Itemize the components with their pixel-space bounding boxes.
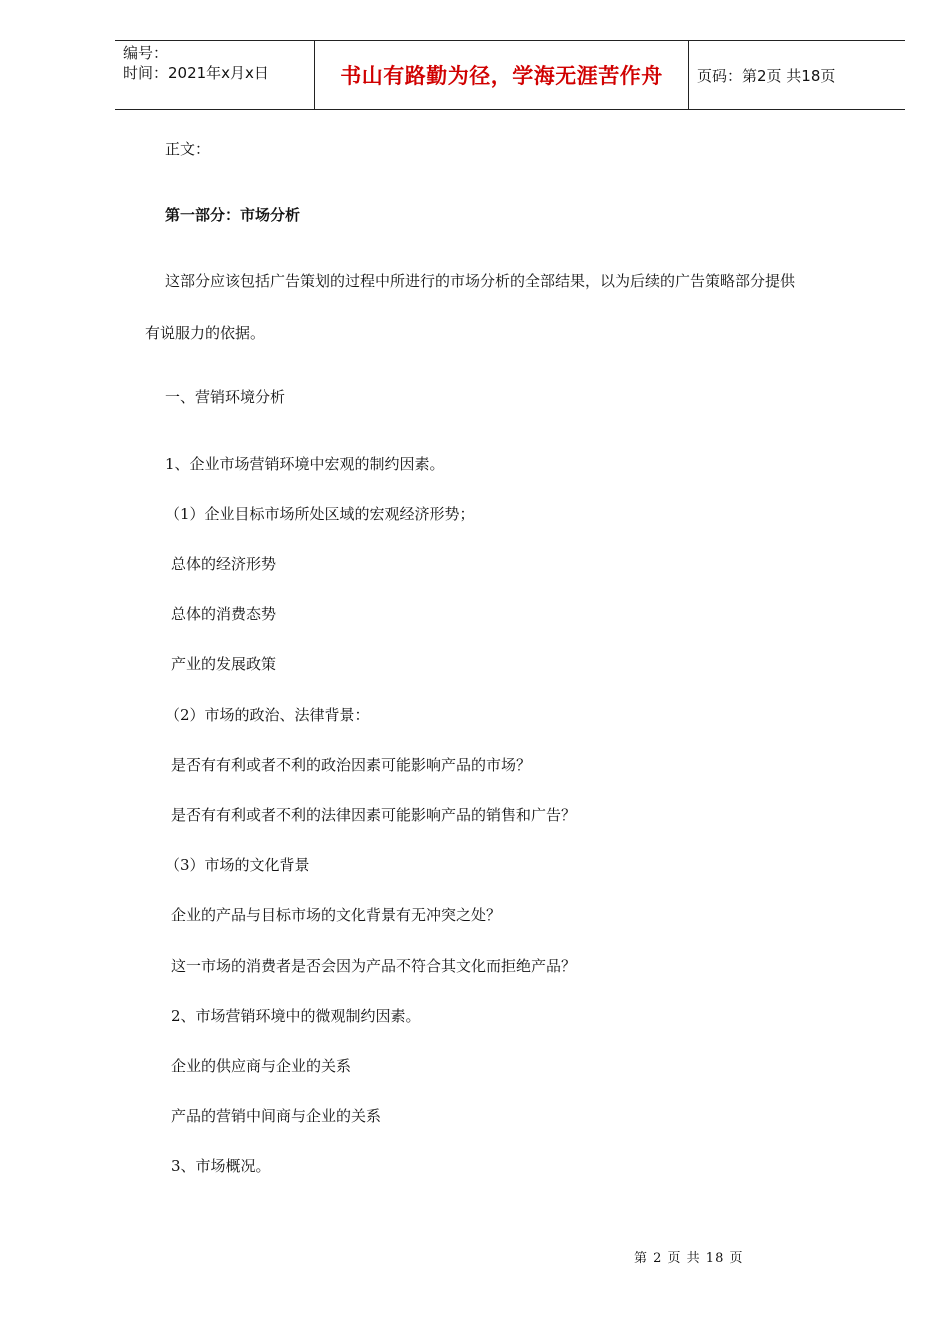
- list-item: 产品的营销中间商与企业的关系: [171, 1107, 382, 1125]
- subsection-heading: 一、营销环境分析: [165, 388, 286, 406]
- body-heading-main-text: 正文：: [165, 140, 211, 158]
- list-item: （3）市场的文化背景: [165, 856, 310, 874]
- paragraph-line: 有说服力的依据。: [145, 324, 266, 342]
- list-item: （1）企业目标市场所处区域的宏观经济形势；: [165, 505, 475, 523]
- list-item: 这一市场的消费者是否会因为产品不符合其文化而拒绝产品？: [171, 957, 577, 975]
- header-page-label: 页码：第2页 共18页: [697, 66, 836, 85]
- document-header: [115, 40, 905, 110]
- list-item: 总体的消费态势: [171, 605, 277, 623]
- header-motto: 书山有路勤为径，学海无涯苦作舟: [315, 41, 689, 109]
- list-item: 1、企业市场营销环境中宏观的制约因素。: [165, 455, 445, 473]
- list-item: 是否有有利或者不利的政治因素可能影响产品的市场？: [171, 756, 532, 774]
- header-number-label: 编号：: [123, 44, 169, 62]
- list-item: 企业的产品与目标市场的文化背景有无冲突之处？: [171, 906, 502, 924]
- list-item: 总体的经济形势: [171, 555, 277, 573]
- list-item: 3、市场概况。: [171, 1157, 271, 1175]
- list-item: 是否有有利或者不利的法律因素可能影响产品的销售和广告？: [171, 806, 577, 824]
- list-item: 2、市场营销环境中的微观制约因素。: [171, 1007, 421, 1025]
- list-item: 企业的供应商与企业的关系: [171, 1057, 352, 1075]
- paragraph-line: 这部分应该包括广告策划的过程中所进行的市场分析的全部结果，以为后续的广告策略部分提供: [165, 272, 796, 290]
- footer-page-number: 第 2 页 共 18 页: [634, 1251, 744, 1266]
- header-meta: [115, 41, 315, 109]
- section-heading-part-one: 第一部分：市场分析: [165, 206, 301, 224]
- header-time-label: 时间：2021年x月x日: [123, 64, 269, 82]
- list-item: （2）市场的政治、法律背景：: [165, 706, 370, 724]
- list-item: 产业的发展政策: [171, 655, 277, 673]
